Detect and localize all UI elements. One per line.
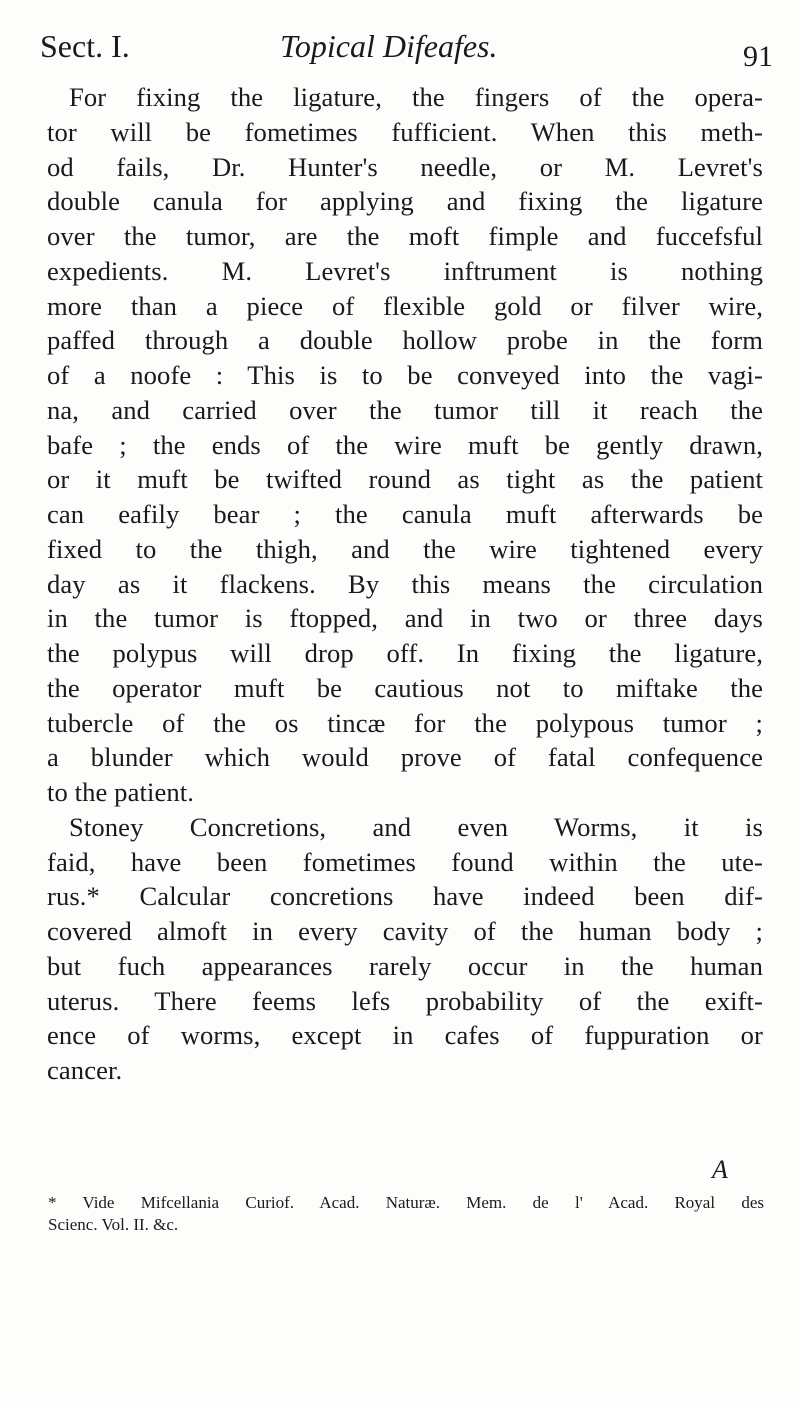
- page-number: 91: [743, 40, 773, 73]
- text-line: fixed to the thigh, and the wire tightened every: [47, 533, 763, 564]
- text-line: more than a piece of flexible gold or filver wire,: [47, 290, 763, 321]
- section-label: Sect. I.: [40, 28, 130, 64]
- catchword: A: [712, 1155, 728, 1184]
- text-line: of a noofe : This is to be conveyed into the vagi-: [47, 360, 763, 390]
- running-title: Topical Difeafes.: [280, 28, 498, 64]
- text-line: double canula for applying and fixing the ligature: [47, 186, 763, 217]
- text-line: in the tumor is ftopped, and in two or three days: [47, 603, 763, 634]
- text-line: na, and carried over the tumor till it reach the: [47, 394, 763, 425]
- text-line: tubercle of the os tincæ for the polypous tumor ;: [47, 707, 763, 738]
- text-line: bafe ; the ends of the wire muft be gently drawn,: [47, 429, 763, 460]
- running-header: [40, 22, 773, 78]
- text-line: od fails, Dr. Hunter's needle, or M. Levret's: [47, 151, 763, 182]
- text-line: or it muft be twifted round as tight as the patient: [47, 464, 763, 495]
- footnote: [48, 1192, 764, 1236]
- text-line: covered almoft in every cavity of the human body ;: [47, 916, 763, 946]
- text-line: uterus. There feems lefs probability of the exift-: [47, 985, 763, 1016]
- text-line: but fuch appearances rarely occur in the human: [47, 950, 763, 981]
- footnote-line: Scienc. Vol. II. &c.: [48, 1215, 179, 1234]
- text-line: the operator muft be cautious not to miftake the: [47, 672, 763, 703]
- text-line: rus.* Calcular concretions have indeed been dif-: [47, 881, 763, 912]
- text-line: cancer.: [47, 1055, 123, 1085]
- text-line: For fixing the ligature, the fingers of the opera-: [69, 82, 763, 112]
- body-text: [47, 80, 763, 1088]
- text-line: ence of worms, except in cafes of fuppuration or: [47, 1020, 763, 1051]
- text-line: can eafily bear ; the canula muft afterwards be: [47, 499, 763, 529]
- text-line: expedients. M. Levret's inftrument is nothing: [47, 255, 763, 286]
- text-line: paffed through a double hollow probe in the form: [47, 325, 763, 356]
- text-line: over the tumor, are the moft fimple and fuccefsful: [47, 221, 763, 251]
- text-line: faid, have been fometimes found within the ute-: [47, 846, 763, 877]
- text-line: to the patient.: [47, 777, 194, 807]
- text-line: Stoney Concretions, and even Worms, it is: [69, 811, 763, 842]
- footnote-line: * Vide Mifcellania Curiof. Acad. Naturæ. Mem. de l' Acad. Royal des: [48, 1193, 764, 1212]
- text-line: a blunder which would prove of fatal confequence: [47, 742, 763, 773]
- text-line: the polypus will drop off. In fixing the ligature,: [47, 638, 763, 668]
- text-line: tor will be fometimes fufficient. When this meth-: [47, 116, 763, 147]
- text-line: day as it flackens. By this means the circulation: [47, 568, 763, 599]
